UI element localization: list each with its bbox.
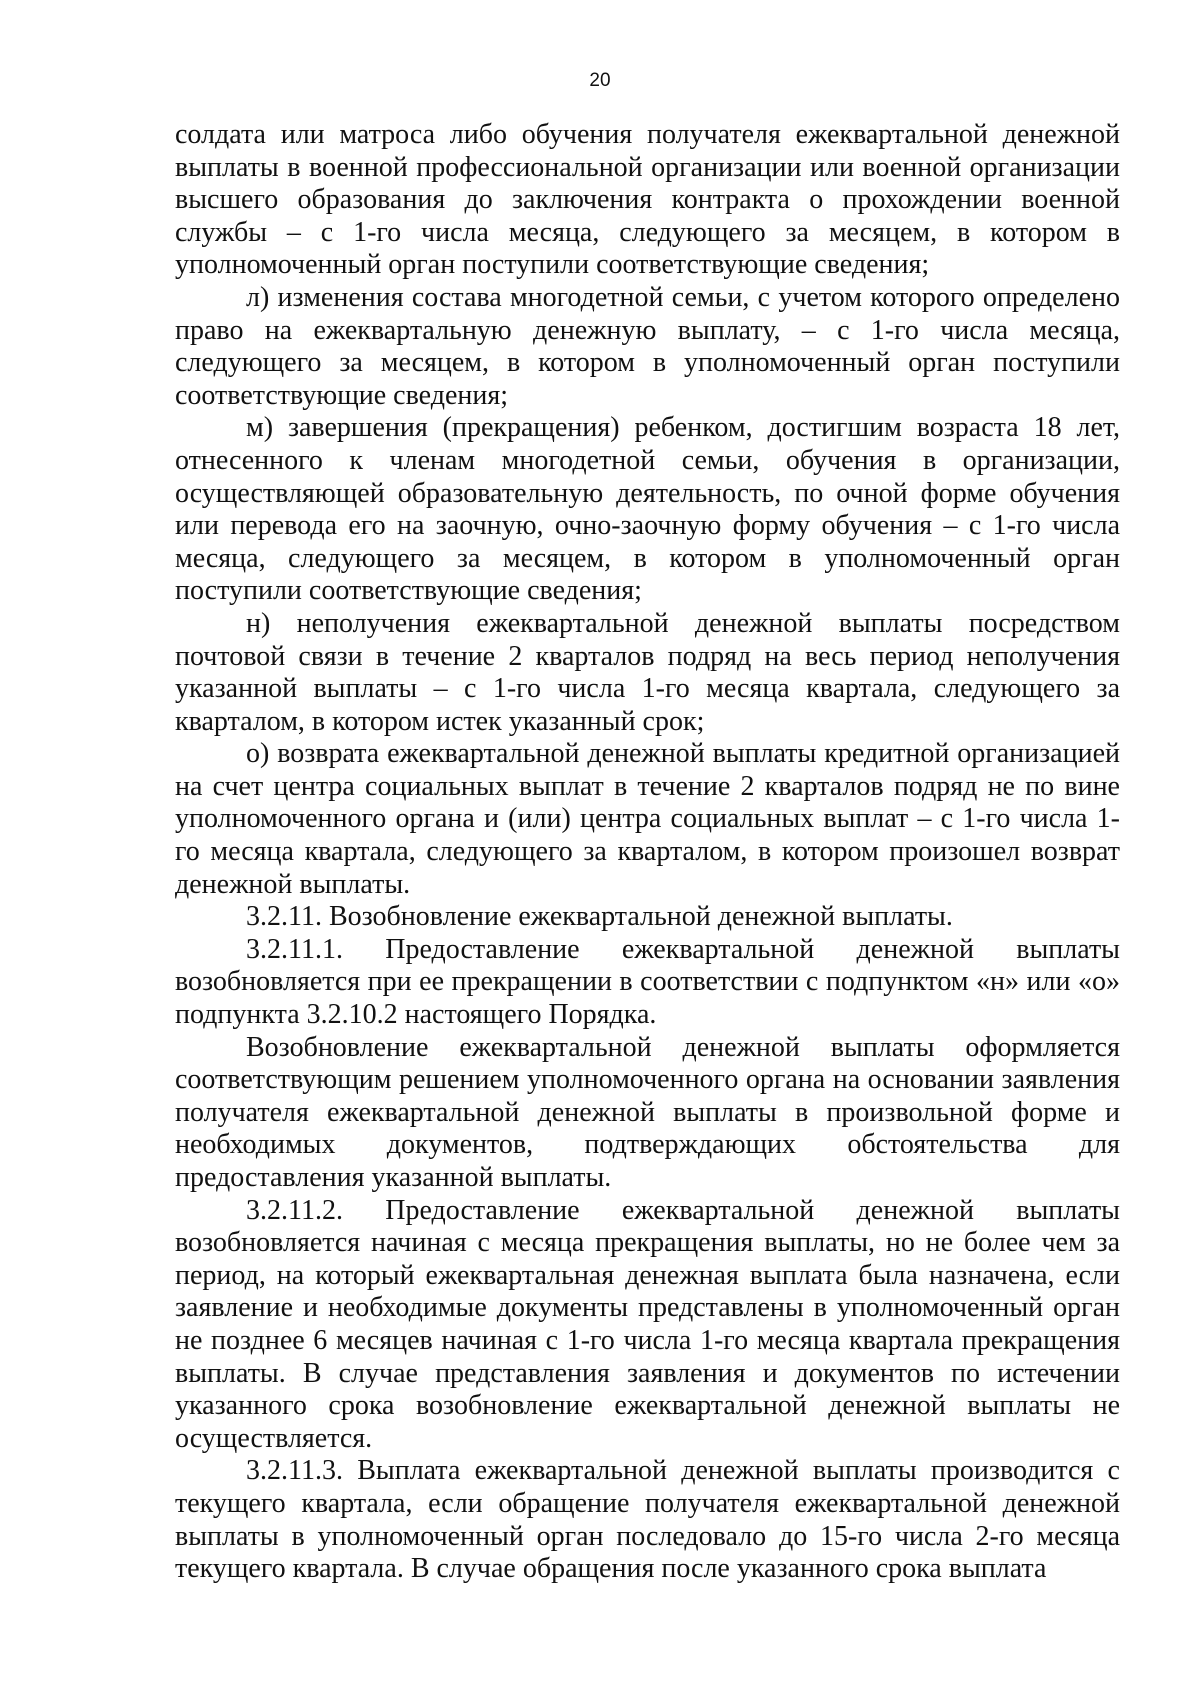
paragraph-3-2-11-3: 3.2.11.3. Выплата ежеквартальной денежной выплаты производится с текущего квартала, если обращение получателя ежеквартальной денежной выплаты в уполномоченный орган последовало до 15-го числа 2-го месяца текущего квартала. В случае обращения после указанного срока выплата: [175, 1455, 1120, 1585]
paragraph-item-l: л) изменения состава многодетной семьи, с учетом которого определено право на ежеквартальную денежную выплату, – с 1-го числа месяца, следующего за месяцем, в котором в уполномоченный орган поступили соответствующие сведения;: [175, 281, 1120, 411]
paragraph-3-2-11-1: 3.2.11.1. Предоставление ежеквартальной денежной выплаты возобновляется при ее прекращении в соответствии с подпунктом «н» или «о» подпункта 3.2.10.2 настоящего Порядка.: [175, 933, 1120, 1031]
paragraph-continuation: солдата или матроса либо обучения получателя ежеквартальной денежной выплаты в военной профессиональной организации или военной организации высшего образования до заключения контракта о прохождении военной службы – с 1-го числа месяца, следующего за месяцем, в котором в уполномоченный орган поступили соответствующие сведения;: [175, 119, 1120, 281]
paragraph-3-2-11-2: 3.2.11.2. Предоставление ежеквартальной денежной выплаты возобновляется начиная с месяца прекращения выплаты, но не более чем за период, на который ежеквартальная денежная выплата была назначена, если заявление и необходимые документы представлены в уполномоченный орган не позднее 6 месяцев начиная с 1-го числа 1-го месяца квартала прекращения выплаты. В случае представления заявления и документов по истечении указанного срока возобновление ежеквартальной денежной выплаты не осуществляется.: [175, 1194, 1120, 1454]
paragraph-item-n: н) неполучения ежеквартальной денежной выплаты посредством почтовой связи в течение 2 кварталов подряд на весь период неполучения указанной выплаты – с 1-го числа 1-го месяца квартала, следующего за кварталом, в котором истек указанный срок;: [175, 607, 1120, 737]
paragraph-item-m: м) завершения (прекращения) ребенком, достигшим возраста 18 лет, отнесенного к членам многодетной семьи, обучения в организации, осуществляющей образовательную деятельность, по очной форме обучения или перевода его на заочную, очно-заочную форму обучения – с 1-го числа месяца, следующего за месяцем, в котором в уполномоченный орган поступили соответствующие сведения;: [175, 412, 1120, 607]
page-number: 20: [589, 70, 611, 91]
paragraph-item-o: о) возврата ежеквартальной денежной выплаты кредитной организацией на счет центра социальных выплат в течение 2 кварталов подряд не по вине уполномоченного органа и (или) центра социальных выплат – с 1-го числа 1-го месяца квартала, следующего за кварталом, в котором произошел возврат денежной выплаты.: [175, 738, 1120, 900]
section-heading-3-2-11: 3.2.11. Возобновление ежеквартальной денежной выплаты.: [246, 901, 953, 933]
document-body: [175, 119, 1120, 1586]
paragraph-resumption: Возобновление ежеквартальной денежной выплаты оформляется соответствующим решением уполномоченного органа на основании заявления получателя ежеквартальной денежной выплаты в произвольной форме и необходимых документов, подтверждающих обстоятельства для предоставления указанной выплаты.: [175, 1031, 1120, 1193]
